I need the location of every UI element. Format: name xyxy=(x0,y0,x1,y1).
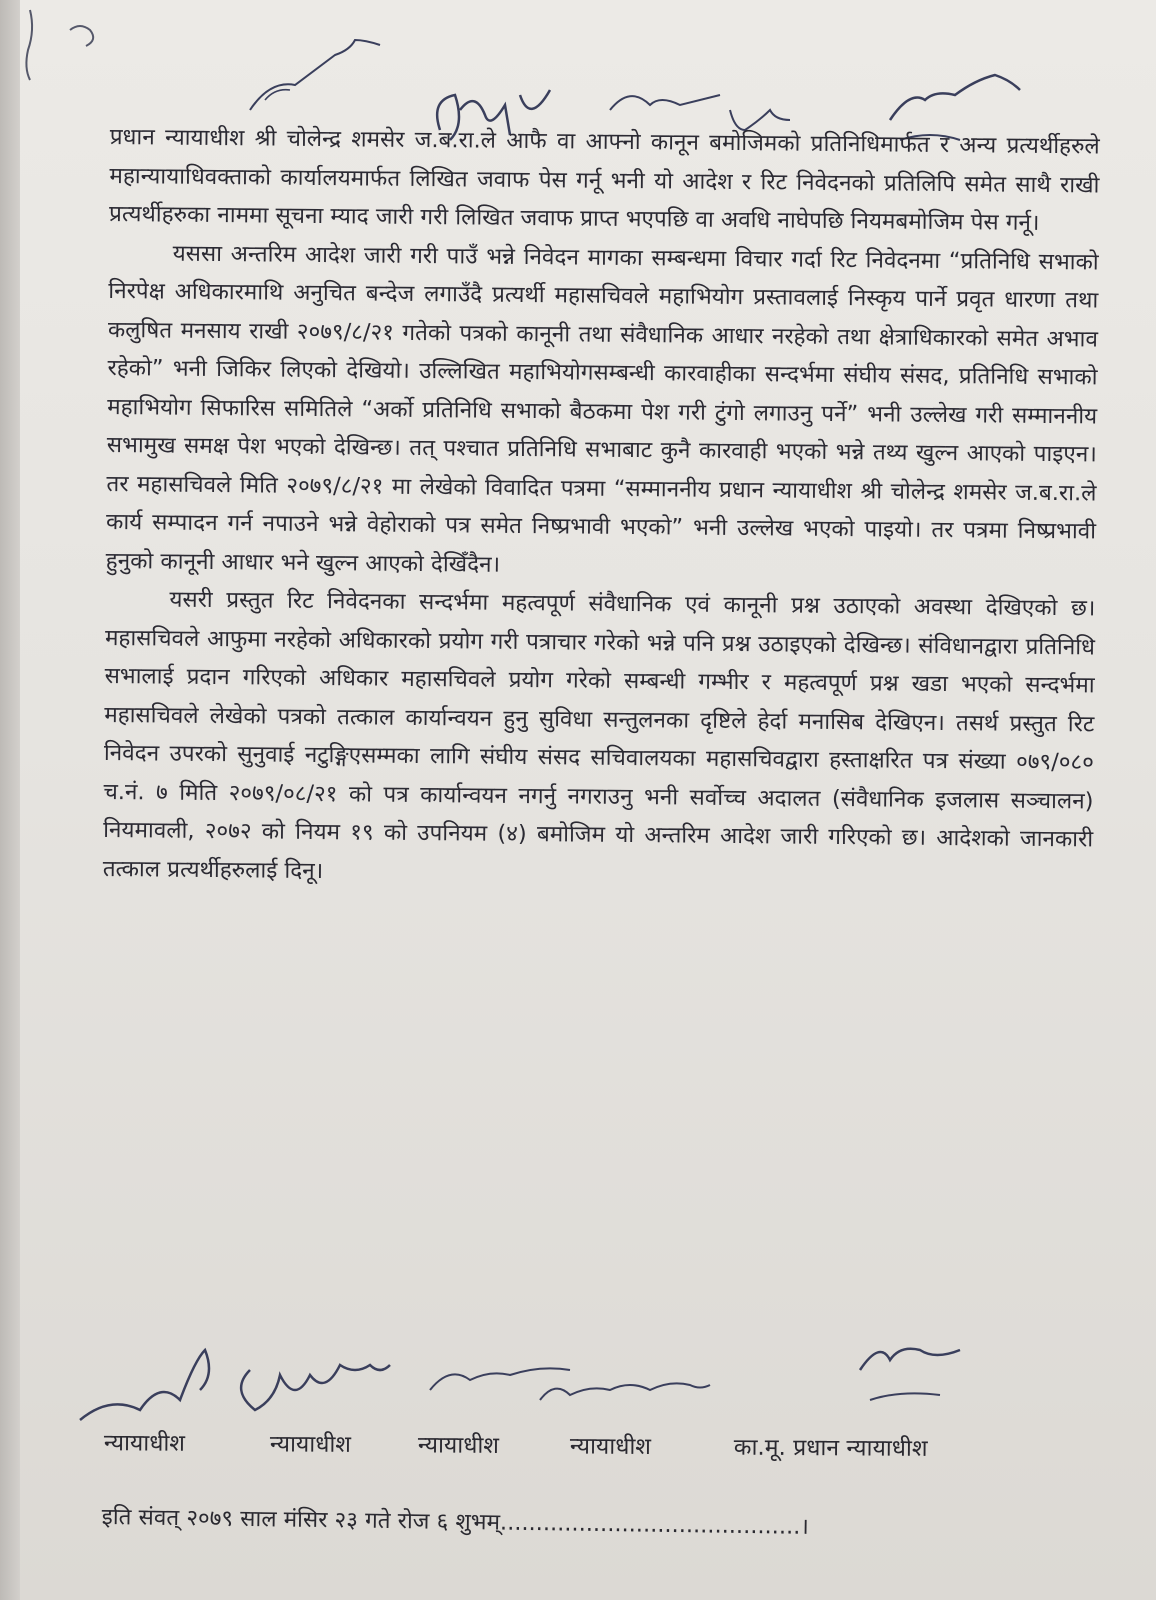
date-line: इति संवत् २०७९ साल मंसिर २३ गते रोज ६ शुभम्..........................................। xyxy=(101,1503,810,1540)
signatory-label-4: न्यायाधीश xyxy=(569,1433,652,1460)
signatory-label-chief: का.मू. प्रधान न्यायाधीश xyxy=(733,1434,928,1462)
signatory-label-1: न्यायाधीश xyxy=(103,1430,186,1457)
signature-block xyxy=(60,1330,1060,1440)
binding-edge xyxy=(0,0,20,1600)
order-body xyxy=(103,118,1100,897)
signatory-row xyxy=(80,1425,1100,1472)
signatory-label-3: न्यायाधीश xyxy=(417,1432,500,1459)
paragraph-1: प्रधान न्यायाधीश श्री चोलेन्द्र शमसेर ज.ब.रा.ले आफै वा आफ्नो कानून बमोजिमको प्रतिनिधिमार्फत र अन्य प्रत्यर्थीहरुले महान्यायाधिवक्ताको कार्यालयमार्फत लिखित जवाफ पेस गर्नू भनी यो आदेश र रिट निवेदनको प्रतिलिपि समेत साथै राखी प्रत्यर्थीहरुका नाममा सूचना म्याद जारी गरी लिखित जवाफ प्राप्त भएपछि वा अवधि नाघेपछि नियमबमोजिम पेस गर्नू। xyxy=(108,123,1100,236)
paragraph-2: यससा अन्तरिम आदेश जारी गरी पाउँ भन्ने निवेदन मागका सम्बन्धमा विचार गर्दा रिट निवेदनमा “प्रतिनिधि सभाको निरपेक्ष अधिकारमाथि अनुचित बन्देज लगाउँदै प्रत्यर्थी महासचिवले महाभियोग प्रस्तावलाई निस्कृय पार्ने प्रवृत धारणा तथा कलुषित मनसाय राखी २०७९/८/२१ गतेको पत्रको कानूनी तथा संवैधानिक आधार नरहेको तथा क्षेत्राधिकारको समेत अभाव रहेको” भनी जिकिर लिएको देखियो। उल्लिखित महाभियोगसम्बन्धी कारवाहीका सन्दर्भमा संघीय संसद, प्रतिनिधि सभाको महाभियोग सिफारिस समितिले “अर्को प्रतिनिधि सभाको बैठकमा पेश गरी टुंगो लगाउनु पर्ने” भनी उल्लेख गरी सम्माननीय सभामुख समक्ष पेश भएको देखिन्छ। तत् पश्चात प्रतिनिधि सभाबाट कुनै कारवाही भएको भन्ने तथ्य खुल्न आएको पाइएन। तर महासचिवले मिति २०७९/८/२१ मा लेखेको विवादित पत्रमा “सम्माननीय प्रधान न्यायाधीश श्री चोलेन्द्र शमसेर ज.ब.रा.ले कार्य सम्पादन गर्न नपाउने भन्ने वेहोराको पत्र समेत निष्प्रभावी भएको” भनी उल्लेख भएको पाइयो। तर पत्रमा निष्प्रभावी हुनुको कानूनी आधार भने खुल्न आएको देखिँदैन। xyxy=(105,240,1099,578)
paragraph-3: यसरी प्रस्तुत रिट निवेदनका सन्दर्भमा महत्वपूर्ण संवैधानिक एवं कानूनी प्रश्न उठाएको अवस्था देखिएको छ। महासचिवले आफुमा नरहेको अधिकारको प्रयोग गरी पत्राचार गरेको भन्ने पनि प्रश्न उठाइएको देखिन्छ। संविधानद्वारा प्रतिनिधि सभालाई प्रदान गरिएको अधिकार महासचिवले प्रयोग गरेको सम्बन्धी गम्भीर र महत्वपूर्ण प्रश्न खडा भएको सन्दर्भमा महासचिवले लेखेको पत्रको तत्काल कार्यान्वयन हुनु सुविधा सन्तुलनका दृष्टिले हेर्दा मनासिब देखिएन। तसर्थ प्रस्तुत रिट निवेदन उपरको सुनुवाई नटुङ्गिएसम्मका लागि संघीय संसद सचिवालयका महासचिवद्वारा हस्ताक्षरित पत्र संख्या ०७९/०८० च.नं. ७ मिति २०७९/०८/२१ को पत्र कार्यान्वयन नगर्नु नगराउनु भनी सर्वोच्च अदालत (संवैधानिक इजलास सञ्चालन) नियमावली, २०७२ को नियम १९ को उपनियम (४) बमोजिम यो अन्तरिम आदेश जारी गरिएको छ। आदेशको जानकारी तत्काल प्रत्यर्थीहरुलाई दिनू। xyxy=(102,586,1096,884)
document-page xyxy=(20,0,1156,1600)
signatory-label-2: न्यायाधीश xyxy=(269,1431,352,1458)
